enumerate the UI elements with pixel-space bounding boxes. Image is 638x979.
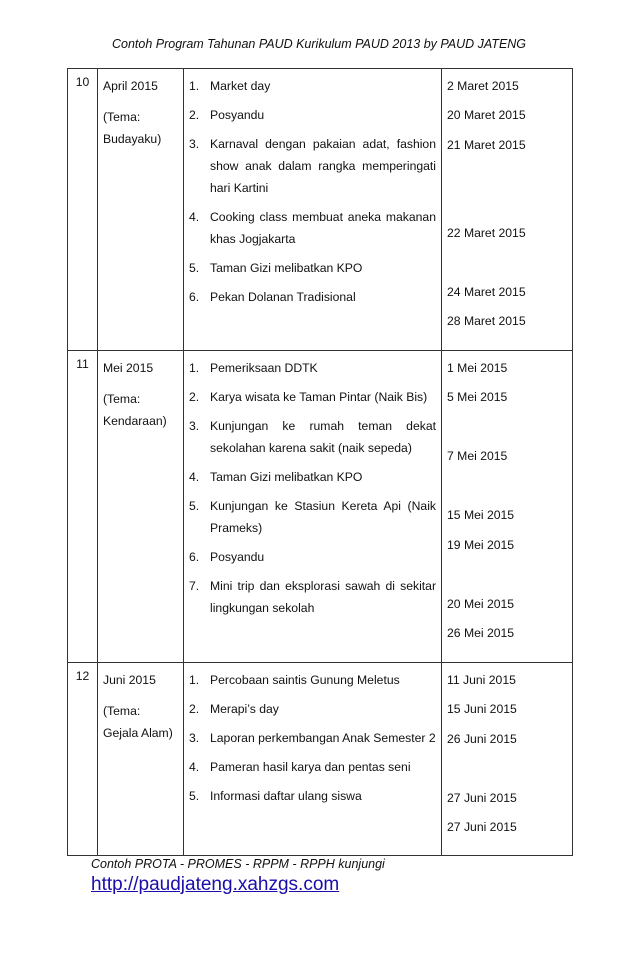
activity-number: 2.: [189, 702, 200, 716]
activity-item: [189, 286, 436, 308]
date-item: 22 Maret 2015: [447, 226, 526, 240]
theme-prefix: (Tema:: [103, 392, 141, 406]
date-list: [447, 357, 567, 657]
month-label: April 2015: [103, 79, 158, 93]
date-item: 15 Mei 2015: [447, 508, 515, 522]
footer-note: Contoh PROTA - PROMES - RPPM - RPPH kunjungi: [91, 857, 385, 871]
activity-number: 5.: [189, 261, 200, 275]
date-item: 27 Juni 2015: [447, 791, 517, 805]
date-item: 15 Juni 2015: [447, 702, 517, 716]
activity-number: 1.: [189, 673, 200, 687]
row-number: 10: [68, 69, 98, 351]
activity-number: 3.: [189, 419, 200, 433]
activity-item: [189, 257, 436, 279]
page-header: Contoh Program Tahunan PAUD Kurikulum PAUD 2013 by PAUD JATENG: [111, 37, 527, 51]
activity-list: [189, 75, 436, 308]
program-table: [67, 68, 573, 856]
activity-text: Market day: [210, 79, 271, 93]
date-list: [447, 75, 567, 345]
activities-cell: [184, 663, 442, 856]
activity-number: 4.: [189, 210, 200, 224]
date-item: 19 Mei 2015: [447, 538, 515, 552]
activity-item: [189, 575, 436, 619]
date-item: 28 Maret 2015: [447, 314, 526, 328]
activity-text: Kunjungan ke rumah teman dekat sekolahan karena sakit (naik sepeda): [210, 419, 436, 455]
dates-cell: [442, 663, 573, 856]
activity-text: Mini trip dan eksplorasi sawah di sekitar lingkungan sekolah: [210, 579, 436, 615]
activity-text: Pameran hasil karya dan pentas seni: [210, 760, 411, 774]
month-cell: [98, 351, 184, 663]
activity-number: 1.: [189, 79, 200, 93]
activity-item: [189, 785, 436, 807]
footer: [91, 856, 385, 896]
date-list: [447, 669, 567, 850]
activity-text: Taman Gizi melibatkan KPO: [210, 261, 363, 275]
activity-number: 4.: [189, 760, 200, 774]
date-item: 20 Mei 2015: [447, 597, 515, 611]
activity-item: [189, 669, 436, 691]
date-item: 20 Maret 2015: [447, 108, 526, 122]
activity-item: [189, 415, 436, 459]
activity-number: 1.: [189, 361, 200, 375]
activity-item: [189, 75, 436, 97]
activity-number: 3.: [189, 731, 200, 745]
date-item: 5 Mei 2015: [447, 390, 508, 404]
month-label: Mei 2015: [103, 361, 154, 375]
activity-number: 6.: [189, 550, 200, 564]
activity-text: Pekan Dolanan Tradisional: [210, 290, 356, 304]
activity-number: 4.: [189, 470, 200, 484]
activity-item: [189, 466, 436, 488]
activity-text: Karya wisata ke Taman Pintar (Naik Bis): [210, 390, 428, 404]
activity-list: [189, 357, 436, 619]
activity-number: 2.: [189, 108, 200, 122]
activity-text: Percobaan saintis Gunung Meletus: [210, 673, 400, 687]
activity-text: Kunjungan ke Stasiun Kereta Api (Naik Prameks): [210, 499, 436, 535]
activity-item: [189, 546, 436, 568]
theme-prefix: (Tema:: [103, 110, 141, 124]
date-item: 2 Maret 2015: [447, 79, 519, 93]
row-number: 12: [68, 663, 98, 856]
date-item: 1 Mei 2015: [447, 361, 508, 375]
date-item: 26 Juni 2015: [447, 732, 517, 746]
activity-number: 2.: [189, 390, 200, 404]
activity-item: [189, 727, 436, 749]
activity-text: Laporan perkembangan Anak Semester 2: [210, 731, 436, 745]
activity-text: Merapi’s day: [210, 702, 279, 716]
activity-text: Posyandu: [210, 108, 265, 122]
activity-number: 5.: [189, 499, 200, 513]
activity-item: [189, 756, 436, 778]
date-item: 21 Maret 2015: [447, 138, 526, 152]
month-label: Juni 2015: [103, 673, 156, 687]
activity-item: [189, 104, 436, 126]
theme-label: Kendaraan): [103, 414, 167, 428]
date-item: 24 Maret 2015: [447, 285, 526, 299]
table-row: [68, 663, 573, 856]
activity-text: Karnaval dengan pakaian adat, fashion show anak dalam rangka memperingati hari Kartini: [210, 137, 436, 195]
activity-text: Informasi daftar ulang siswa: [210, 789, 362, 803]
activity-text: Cooking class membuat aneka makanan khas Jogjakarta: [210, 210, 436, 246]
activity-number: 7.: [189, 579, 200, 593]
activity-list: [189, 669, 436, 807]
activity-number: 3.: [189, 137, 200, 151]
date-item: 26 Mei 2015: [447, 626, 515, 640]
activities-cell: [184, 69, 442, 351]
table-row: [68, 69, 573, 351]
date-item: 27 Juni 2015: [447, 820, 517, 834]
date-item: 11 Juni 2015: [447, 673, 516, 687]
activity-text: Taman Gizi melibatkan KPO: [210, 470, 363, 484]
activities-cell: [184, 351, 442, 663]
activity-item: [189, 698, 436, 720]
theme-prefix: (Tema:: [103, 704, 141, 718]
table-row: [68, 351, 573, 663]
activity-item: [189, 495, 436, 539]
month-cell: [98, 663, 184, 856]
activity-item: [189, 133, 436, 199]
row-number: 11: [68, 351, 98, 663]
footer-link[interactable]: http://paudjateng.xahzgs.com: [91, 874, 340, 895]
dates-cell: [442, 351, 573, 663]
activity-item: [189, 357, 436, 379]
theme-label: Gejala Alam): [103, 726, 173, 740]
date-item: 7 Mei 2015: [447, 449, 508, 463]
month-cell: [98, 69, 184, 351]
activity-item: [189, 386, 436, 408]
activity-number: 6.: [189, 290, 200, 304]
activity-text: Pemeriksaan DDTK: [210, 361, 318, 375]
activity-text: Posyandu: [210, 550, 265, 564]
activity-number: 5.: [189, 789, 200, 803]
dates-cell: [442, 69, 573, 351]
theme-label: Budayaku): [103, 132, 162, 146]
activity-item: [189, 206, 436, 250]
